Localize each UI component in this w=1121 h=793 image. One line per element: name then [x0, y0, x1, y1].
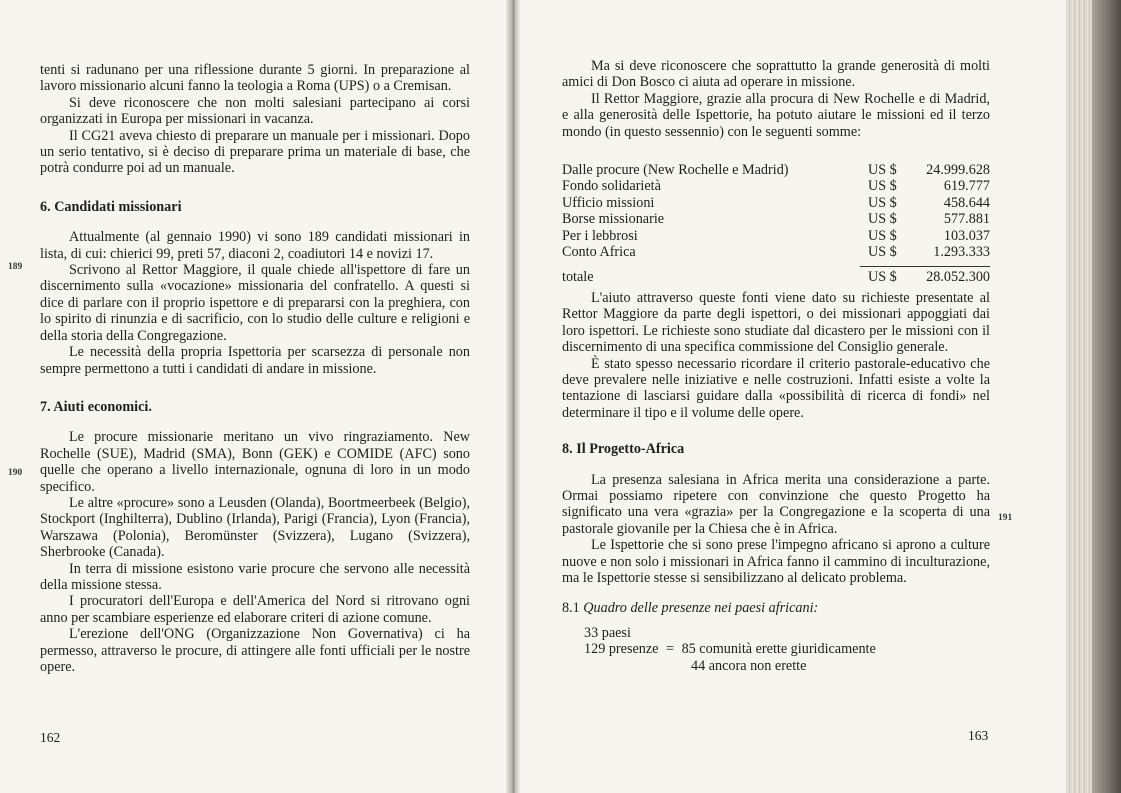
margin-number-190: 190 [8, 468, 23, 478]
funds-label: Dalle procure (New Rochelle e Madrid) [562, 162, 789, 179]
paragraph: Si deve riconoscere che non molti salesiani partecipano ai corsi organizzati in Europa per missionari in vacanza. [40, 94, 470, 128]
funds-amount: 619.777 [943, 178, 990, 195]
funds-currency: US $ [868, 194, 897, 211]
funds-amount: 1.293.333 [933, 244, 990, 261]
funds-label: Borse missionarie [562, 211, 665, 228]
funds-amount: 577.881 [943, 211, 990, 228]
paragraph: Ma si deve riconoscere che soprattutto la grande generosità di molti amici di Don Bosco ci aiuta ad operare in missione. [562, 58, 990, 91]
funds-amount: 458.644 [943, 194, 990, 211]
funds-label: Per i lebbrosi [562, 227, 638, 244]
paragraph: Le necessità della propria Ispettoria per scarsezza di personale non sempre permettono a tutti i candidati di andare in missione. [40, 344, 470, 377]
paragraph: Scrivono al Rettor Maggiore, il quale chiede all'ispettore di fare un discernimento sulla «vocazione» missionaria del confratello. A questi si dice di parlare con il proprio ispettore e di prepararsi con la preghiera, con lo spirito di rinunzia e di sacrificio, con lo studio delle culture e religioni e della storia della Congregazione. [40, 262, 470, 344]
funds-row [562, 195, 990, 211]
paragraph: L'erezione dell'ONG (Organizzazione Non Governativa) ci ha permesso, attraverso le procure, di attingere alle fonti ufficiali per le nostre opere. [40, 626, 470, 675]
left-text-column [40, 62, 470, 675]
funds-currency: US $ [868, 162, 897, 179]
stats-block [562, 625, 990, 674]
funds-total-table [562, 269, 990, 285]
margin-number-191: 191 [998, 513, 1013, 523]
stat-presenze-line [584, 641, 990, 657]
funds-label: Conto Africa [562, 244, 636, 261]
funds-currency: US $ [868, 244, 897, 261]
stat-equals: = [666, 641, 675, 658]
subsection-title: Quadro delle presenze nei paesi africani: [583, 600, 819, 617]
stat-presenze: 129 presenze [584, 641, 659, 658]
total-currency: US $ [868, 269, 897, 286]
paragraph: Le procure missionarie meritano un vivo ringraziamento. New Rochelle (SUE), Madrid (SMA), Bonn (GEK) e COMIDE (AFC) sono quelle che operano a livello internazionale, ognuna di loro in un modo specifico. [40, 429, 470, 495]
total-label: totale [562, 269, 594, 286]
margin-number-189: 189 [8, 262, 23, 272]
section-heading-7: 7. Aiuti economici. [40, 398, 152, 415]
funds-row [562, 228, 990, 244]
paragraph: tenti si radunano per una riflessione durante 5 giorni. In preparazione al lavoro missionario alcuni fanno la teologia a Roma (UPS) o a Cremisan. [40, 62, 470, 95]
stat-erette: 85 comunità erette giuridicamente [681, 641, 876, 658]
paragraph: La presenza salesiana in Africa merita una considerazione a parte. Ormai possiamo ripetere con convinzione che questo Progetto ha significato una vera «grazia» per la Congregazione e la scoperta di una pastorale giovanile per la Chiesa che è in Africa. [562, 471, 990, 537]
paragraph: I procuratori dell'Europa e dell'America del Nord si ritrovano ogni anno per scambiare esperienze ed elaborare criteri di azione comune. [40, 593, 470, 626]
total-row [562, 269, 990, 285]
funds-label: Fondo solidarietà [562, 178, 661, 195]
page-number-left: 162 [40, 730, 61, 745]
book-gutter [506, 0, 520, 793]
total-amount: 28.052.300 [926, 269, 990, 286]
right-text-column [562, 58, 990, 674]
paragraph: Attualmente (al gennaio 1990) vi sono 189 candidati missionari in lista, di cui: chierici 99, preti 57, diaconi 2, coadiutori 14 e novizi 17. [40, 229, 470, 262]
section-heading-8: 8. Il Progetto-Africa [562, 441, 685, 458]
subsection-number: 8.1 [562, 600, 580, 617]
section-heading-6: 6. Candidati missionari [40, 198, 182, 215]
total-rule [860, 266, 990, 267]
paragraph: Il CG21 aveva chiesto di preparare un manuale per i missionari. Dopo un serio tentativo, si è deciso di preparare prima un materiale di base, che potrà condurre poi ad un manuale. [40, 127, 470, 177]
funds-amount: 103.037 [943, 227, 990, 244]
paragraph: L'aiuto attraverso queste fonti viene dato su richieste presentate al Rettor Maggiore da parte degli ispettori, o dei missionari appoggiati dai loro ispettori. Le richieste sono studiate dal dicastero per le missioni con il discernimento di una specifica commissione del Consiglio generale. [562, 289, 990, 356]
funds-row [562, 244, 990, 260]
paragraph: Le altre «procure» sono a Leusden (Olanda), Boortmeerbeek (Belgio), Stockport (Inghilterra), Dublino (Irlanda), Parigi (Francia), Lyon (Francia), Warszawa (Polonia), Beromünster (Svizzera), Lugano (Svizzera), Sherbrooke (Canada). [40, 494, 470, 561]
stat-non-erette: 44 ancora non erette [691, 657, 807, 674]
book-cover-edge [1092, 0, 1121, 793]
funds-currency: US $ [868, 227, 897, 244]
funds-label: Ufficio missioni [562, 194, 655, 211]
stat-paesi: 33 paesi [584, 624, 631, 641]
funds-amount: 24.999.628 [926, 162, 990, 179]
funds-row [562, 178, 990, 194]
funds-table [562, 162, 990, 260]
paragraph: Il Rettor Maggiore, grazie alla procura di New Rochelle e di Madrid, e alla generosità delle Ispettorie, ha potuto aiutare le missioni ed il terzo mondo (in questo sessennio) con le seguenti somme: [562, 90, 990, 140]
paragraph: Le Ispettorie che si sono prese l'impegno africano si aprono a culture nuove e non solo i missionari in Africa fanno il cammino di inculturazione, ma le Ispettorie stesse si sensibilizzano al delicato problema. [562, 537, 990, 586]
funds-row [562, 211, 990, 227]
paragraph: In terra di missione esistono varie procure che servono alle necessità della missione stessa. [40, 560, 470, 593]
page-number-right: 163 [968, 728, 989, 743]
subsection-heading-8-1 [562, 600, 990, 616]
funds-row [562, 162, 990, 178]
paragraph: È stato spesso necessario ricordare il criterio pastorale-educativo che deve prevalere nelle iniziative e nelle costruzioni. Infatti esiste a volte la tentazione di lasciarsi guidare dalla «possibilità di ricerca di fondi» nel determinare il tipo e il volume delle opere. [562, 355, 990, 421]
funds-currency: US $ [868, 211, 897, 228]
funds-currency: US $ [868, 178, 897, 195]
